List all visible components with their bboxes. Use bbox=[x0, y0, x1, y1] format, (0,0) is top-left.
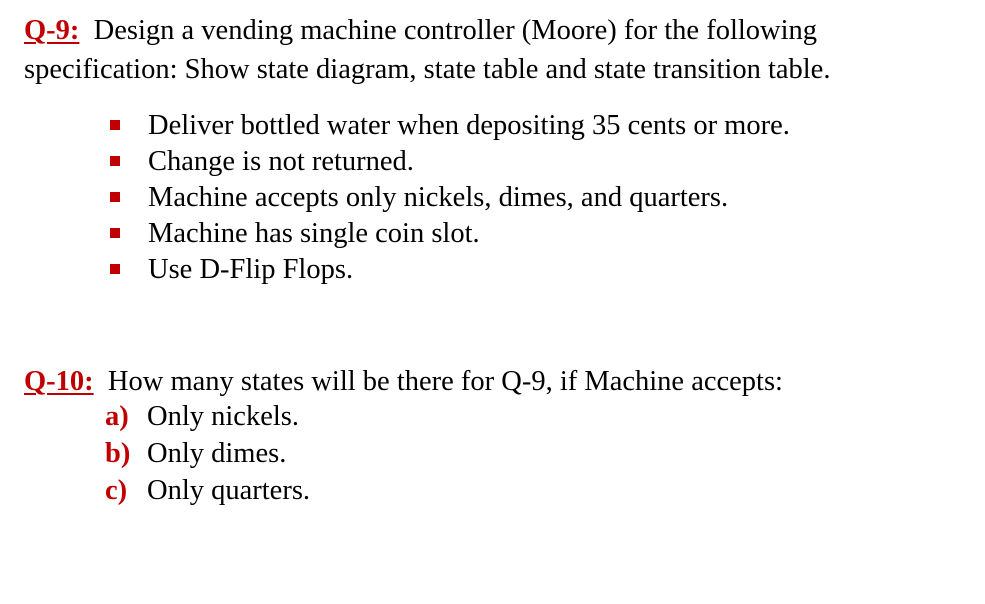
option-item bbox=[105, 398, 310, 435]
option-item bbox=[105, 472, 310, 509]
question-10-text: How many states will be there for Q-9, if Machine accepts: bbox=[107, 366, 783, 397]
question-10-option-list bbox=[105, 398, 310, 509]
bullet-item bbox=[110, 180, 790, 216]
option-text: Only quarters. bbox=[147, 475, 311, 506]
question-9-number: Q-9: bbox=[24, 15, 80, 46]
question-10-title bbox=[24, 362, 975, 401]
bullet-item bbox=[110, 216, 790, 252]
square-bullet-icon bbox=[110, 228, 120, 238]
bullet-text: Use D-Flip Flops. bbox=[148, 254, 354, 285]
question-9-text-line1: Design a vending machine controller (Moore) for the following bbox=[93, 15, 818, 46]
question-9 bbox=[24, 11, 975, 89]
question-9-title bbox=[24, 11, 975, 89]
bullet-item bbox=[110, 252, 790, 288]
question-10 bbox=[24, 362, 975, 401]
bullet-text: Change is not returned. bbox=[148, 146, 414, 177]
option-label: b) bbox=[105, 438, 131, 469]
square-bullet-icon bbox=[110, 192, 120, 202]
bullet-text: Deliver bottled water when depositing 35 cents or more. bbox=[148, 110, 790, 141]
bullet-item bbox=[110, 144, 790, 180]
question-9-text-line2: specification: Show state diagram, state table and state transition table. bbox=[24, 54, 831, 85]
option-text: Only nickels. bbox=[147, 401, 299, 432]
bullet-text: Machine has single coin slot. bbox=[148, 218, 480, 249]
question-9-bullet-list bbox=[110, 108, 790, 288]
square-bullet-icon bbox=[110, 264, 120, 274]
option-label: a) bbox=[105, 401, 129, 432]
bullet-text: Machine accepts only nickels, dimes, and quarters. bbox=[148, 182, 729, 213]
question-10-number: Q-10: bbox=[24, 366, 94, 397]
bullet-item bbox=[110, 108, 790, 144]
square-bullet-icon bbox=[110, 156, 120, 166]
option-text: Only dimes. bbox=[147, 438, 287, 469]
option-item bbox=[105, 435, 310, 472]
square-bullet-icon bbox=[110, 120, 120, 130]
option-label: c) bbox=[105, 475, 128, 506]
